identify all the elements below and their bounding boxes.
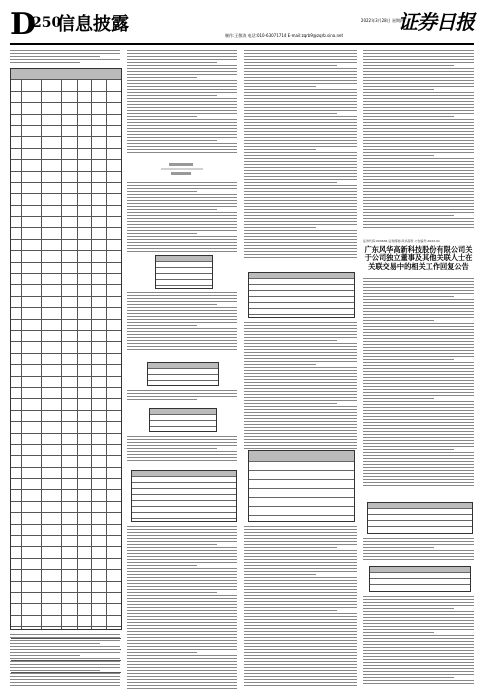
table-row bbox=[11, 593, 121, 604]
table-row bbox=[11, 172, 121, 183]
body-text-block bbox=[363, 50, 474, 230]
table-row bbox=[11, 206, 121, 217]
newspaper-page bbox=[10, 7, 474, 690]
table-row bbox=[11, 331, 121, 342]
table-row bbox=[11, 240, 121, 251]
table-row bbox=[11, 274, 121, 285]
table-row bbox=[11, 411, 121, 422]
notice-body bbox=[363, 596, 474, 686]
formula-graphic bbox=[157, 160, 207, 178]
masthead bbox=[10, 7, 474, 42]
body-text-block bbox=[127, 292, 237, 352]
table-row bbox=[11, 570, 121, 581]
footer-text-block bbox=[10, 634, 120, 688]
table-row bbox=[11, 616, 121, 627]
table-row bbox=[11, 297, 121, 308]
notice-table-2 bbox=[369, 566, 471, 592]
newspaper-logo: 证券日报 bbox=[398, 10, 474, 34]
table-row bbox=[11, 126, 121, 137]
table-row bbox=[11, 377, 121, 388]
column-1 bbox=[10, 50, 120, 690]
summary-table bbox=[155, 255, 213, 289]
table-row bbox=[11, 582, 121, 593]
table-row bbox=[11, 525, 121, 536]
table-row bbox=[11, 149, 121, 160]
masthead-rule bbox=[10, 43, 474, 45]
table-row bbox=[11, 160, 121, 171]
table-row bbox=[11, 468, 121, 479]
table-row bbox=[11, 434, 121, 445]
notice-code-line: 证券代码:000636 证券简称:风华高科 公告编号:2022-01 bbox=[363, 239, 440, 243]
body-text-block bbox=[127, 390, 237, 402]
contact-line: 制作:王敬涛 电话:010-63071714 E-mail:zqrb9@zqrb.sina.net bbox=[225, 33, 344, 38]
column-2 bbox=[127, 50, 237, 690]
table-row bbox=[11, 604, 121, 615]
column-4 bbox=[363, 50, 474, 690]
body-text-block bbox=[244, 322, 357, 451]
section-letter: D bbox=[10, 7, 37, 42]
stats-table-1 bbox=[147, 362, 219, 386]
table-row bbox=[11, 308, 121, 319]
table-row bbox=[11, 80, 121, 91]
table-row bbox=[11, 490, 121, 501]
table-row bbox=[11, 115, 121, 126]
table-row bbox=[11, 285, 121, 296]
table-row bbox=[11, 365, 121, 376]
body-text-block bbox=[127, 182, 237, 254]
body-text-block bbox=[244, 526, 357, 688]
formula-block bbox=[157, 160, 207, 180]
table-row bbox=[11, 536, 121, 547]
table-row bbox=[11, 342, 121, 353]
intro-text-block bbox=[10, 50, 120, 65]
table-row bbox=[11, 194, 121, 205]
table-row bbox=[11, 559, 121, 570]
table-row bbox=[11, 399, 121, 410]
section-title: 信息披露 bbox=[57, 14, 129, 35]
page-number: 250 bbox=[32, 15, 62, 31]
table-row bbox=[11, 445, 121, 456]
table-row bbox=[11, 217, 121, 228]
notice-title: 广东风华高新科技股份有限公司关于公司独立董事及其他关联人士在关联交易中的相关工作回复公告 bbox=[364, 245, 473, 271]
detail-table bbox=[131, 470, 237, 522]
table-row bbox=[11, 547, 121, 558]
table-row bbox=[11, 422, 121, 433]
column-3 bbox=[244, 50, 357, 690]
issue-date: 2022年3月28日 星期四 bbox=[360, 18, 404, 23]
table-row bbox=[11, 388, 121, 399]
table-row bbox=[11, 513, 121, 524]
table-row bbox=[11, 251, 121, 262]
table-row bbox=[11, 92, 121, 103]
table-row bbox=[11, 502, 121, 513]
table-row bbox=[11, 354, 121, 365]
body-text-block bbox=[127, 436, 237, 463]
table-row bbox=[11, 103, 121, 114]
notice-body bbox=[363, 538, 474, 562]
notice-table-1 bbox=[367, 502, 473, 534]
table-row bbox=[11, 320, 121, 331]
table-row bbox=[11, 183, 121, 194]
table-row bbox=[11, 456, 121, 467]
stats-table-2 bbox=[149, 408, 217, 432]
table-row bbox=[11, 479, 121, 490]
table-row bbox=[11, 263, 121, 274]
data-table bbox=[10, 68, 122, 630]
table-row bbox=[11, 137, 121, 148]
body-text-block bbox=[127, 50, 237, 155]
table-header-row bbox=[11, 69, 121, 80]
body-text-block bbox=[244, 50, 357, 260]
related-party-table bbox=[248, 450, 355, 522]
table-row bbox=[11, 228, 121, 239]
notice-body bbox=[363, 278, 474, 488]
financial-table bbox=[248, 272, 355, 318]
body-text-block bbox=[127, 526, 237, 691]
